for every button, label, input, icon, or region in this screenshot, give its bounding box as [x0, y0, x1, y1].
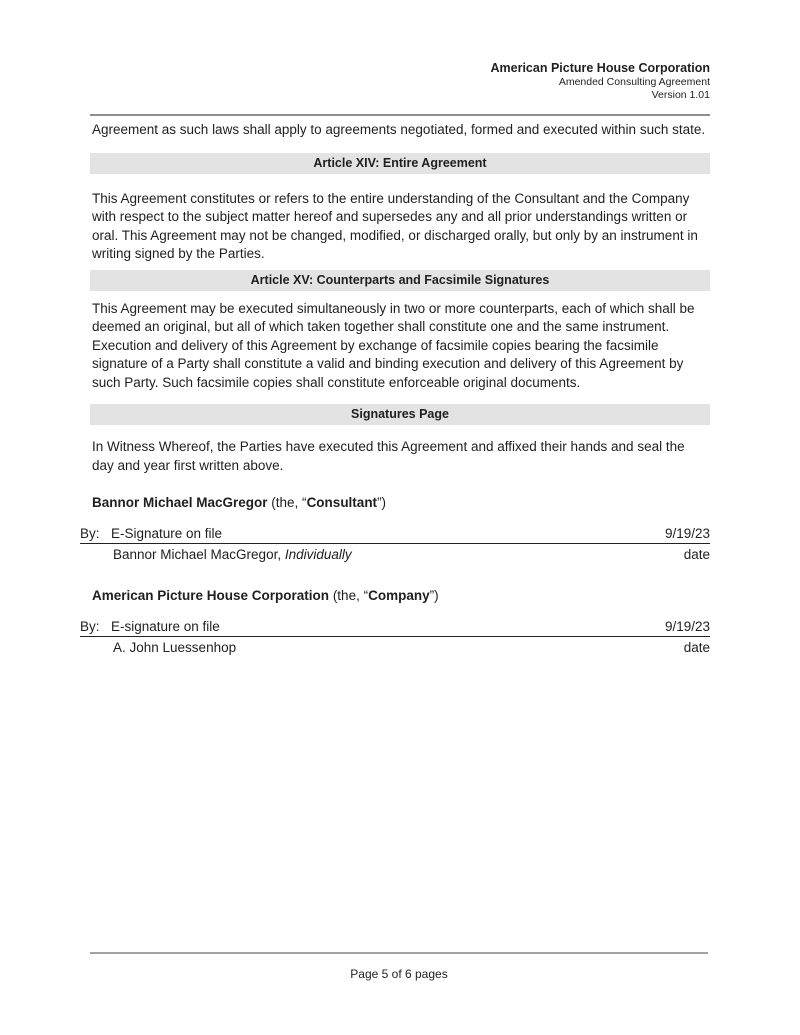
party-role: Company — [368, 588, 430, 603]
party-line-consultant — [92, 495, 710, 510]
signature-date: 9/19/23 — [664, 526, 710, 541]
signature-date: 9/19/23 — [664, 619, 710, 634]
signature-line-consultant — [80, 526, 710, 544]
signer-name-text: Bannor Michael MacGregor, — [113, 547, 285, 562]
signer-qualifier: Individually — [284, 547, 352, 562]
header-company-name: American Picture House Corporation — [490, 61, 710, 75]
signature-value: E-signature on file — [111, 619, 220, 634]
section-heading-entire-agreement: Article XIV: Entire Agreement — [90, 153, 710, 174]
date-label: date — [683, 640, 710, 655]
party-role: Consultant — [306, 495, 378, 510]
party-descriptor-close: ”) — [377, 495, 387, 510]
signer-name — [113, 640, 236, 655]
section-heading-counterparts: Article XV: Counterparts and Facsimile Signatures — [90, 270, 710, 291]
signer-name — [113, 547, 352, 562]
page-footer — [90, 952, 708, 981]
party-name: Bannor Michael MacGregor — [92, 495, 268, 510]
party-descriptor-open: (the, “ — [329, 588, 369, 603]
footer-divider-rule — [90, 952, 708, 954]
section-paragraph-entire-agreement: This Agreement constitutes or refers to the entire understanding of the Consultant and the Company with respect to the subject matter hereof and supersedes any and all prior understandings written or oral. This Agreement may not be changed, modified, or discharged orally, but only by an instrument in writing signed by the Parties. — [92, 190, 698, 261]
signer-name-text: A. John Luessenhop — [113, 640, 237, 655]
document-header — [90, 60, 710, 102]
date-label: date — [683, 547, 710, 562]
signature-block-consultant — [80, 495, 710, 562]
party-descriptor-open: (the, “ — [267, 495, 307, 510]
by-label: By: — [80, 526, 100, 541]
party-line-company — [92, 588, 710, 603]
signature-value: E-Signature on file — [111, 526, 223, 541]
continuation-paragraph: Agreement as such laws shall apply to agreements negotiated, formed and executed within such state. — [92, 122, 706, 137]
header-divider-rule — [90, 114, 710, 116]
header-version: Version 1.01 — [651, 89, 710, 101]
signer-row-consultant — [90, 547, 710, 562]
by-label: By: — [80, 619, 100, 634]
signature-block-company — [80, 588, 710, 655]
page-number: Page 5 of 6 pages — [350, 967, 448, 981]
signature-line-company — [80, 619, 710, 637]
section-paragraph-counterparts: This Agreement may be executed simultaneously in two or more counterparts, each of which shall be deemed an original, but all of which taken together shall constitute one and the same instrument. Execution and delivery of this Agreement by exchange of facsimile copies bearing the facsimile signature of a Party shall constitute a valid and binding execution and delivery of this Agreement by such Party. Such facsimile copies shall constitute enforceable original documents. — [92, 300, 695, 390]
signer-row-company — [90, 640, 710, 655]
party-name: American Picture House Corporation — [92, 588, 330, 603]
section-paragraph-witness: In Witness Whereof, the Parties have executed this Agreement and affixed their hands and seal the day and year first written above. — [92, 439, 685, 473]
party-descriptor-close: ”) — [429, 588, 439, 603]
section-heading-signatures-page: Signatures Page — [90, 404, 710, 425]
header-document-title: Amended Consulting Agreement — [558, 76, 710, 88]
